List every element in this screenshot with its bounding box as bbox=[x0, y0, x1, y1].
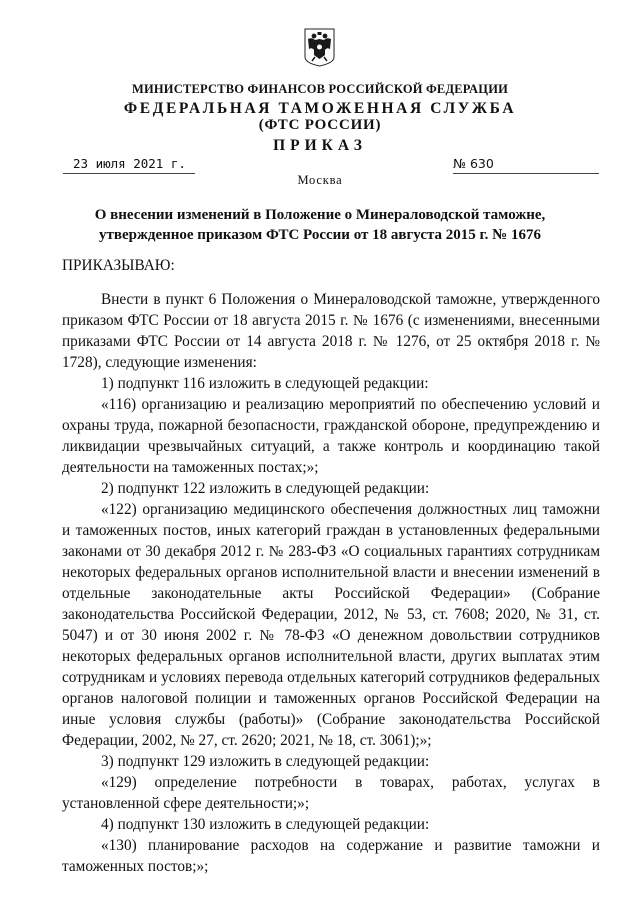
ministry-name: МИНИСТЕРСТВО ФИНАНСОВ РОССИЙСКОЙ ФЕДЕРАЦИИ bbox=[131, 82, 509, 96]
city: Москва bbox=[297, 173, 343, 187]
coat-of-arms-icon bbox=[303, 27, 336, 67]
title-line: О внесении изменений в Положение о Минераловодской таможне, bbox=[94, 207, 546, 223]
paragraph: «130) планирование расходов на содержание и развитие таможни и таможенных постов;»; bbox=[62, 837, 600, 875]
document-body bbox=[62, 255, 600, 877]
title-line: утвержденное приказом ФТС России от 18 августа 2015 г. № 1676 bbox=[99, 227, 541, 243]
paragraph: «122) организацию медицинского обеспечения должностных лиц таможни и таможенных постов, иных категорий граждан в установленных федеральными законами от 30 декабря 2012 г. № 283-ФЗ «О социальных гарантиях сотрудникам некоторых федеральных органов исполнительной власти и внесении изменений в отдельные законодательные акты Российской Федерации» (Собрание законодательства Российской Федерации, 2012, № 53, ст. 7608; 2020, № 31, ст. 5047) и от 30 июня 2002 г. № 78-ФЗ «О денежном довольствии сотрудников некоторых федеральных органов исполнительной власти, других выплатах этим сотрудникам и условиях перевода отдельных категорий сотрудников федеральных органов налоговой полиции и таможенных органов Российской Федерации на иные условия службы (работы)» (Собрание законодательства Российской Федерации, 2002, № 27, ст. 2620; 2021, № 18, ст. 3061);»; bbox=[62, 501, 600, 749]
order-word: ПРИКАЗЫВАЮ: bbox=[62, 257, 175, 274]
paragraph: Внести в пункт 6 Положения о Минераловодской таможне, утвержденного приказом ФТС России от 18 августа 2015 г. № 1676 (с изменениями, внесенными приказами ФТС России от 14 августа 2018 г. № 1276, от 25 октября 2018 г. № 1728), следующие изменения: bbox=[62, 291, 600, 371]
paragraph: 1) подпункт 116 изложить в следующей редакции: bbox=[101, 375, 429, 392]
document-type: ПРИКАЗ bbox=[273, 137, 367, 154]
order-date: 23 июля 2021 г. bbox=[63, 155, 195, 174]
paragraph: 4) подпункт 130 изложить в следующей редакции: bbox=[101, 816, 430, 833]
agency-name: ФЕДЕРАЛЬНАЯ ТАМОЖЕННАЯ СЛУЖБА bbox=[123, 100, 517, 117]
paragraph: «129) определение потребности в товарах, работах, услугах в установленной сфере деятельности;»; bbox=[62, 774, 600, 812]
document-title bbox=[0, 205, 640, 245]
paragraph: 2) подпункт 122 изложить в следующей редакции: bbox=[101, 480, 430, 497]
paragraph: «116) организацию и реализацию мероприятий по обеспечению условий и охраны труда, пожарной безопасности, гражданской обороне, предупреждению и ликвидации чрезвычайных ситуаций, а также контроль и координацию такой деятельности на таможенных постах;»; bbox=[62, 396, 600, 476]
order-number: № 630 bbox=[453, 155, 599, 174]
paragraph: 3) подпункт 129 изложить в следующей редакции: bbox=[101, 753, 430, 770]
agency-short-name: (ФТС РОССИИ) bbox=[258, 117, 382, 133]
